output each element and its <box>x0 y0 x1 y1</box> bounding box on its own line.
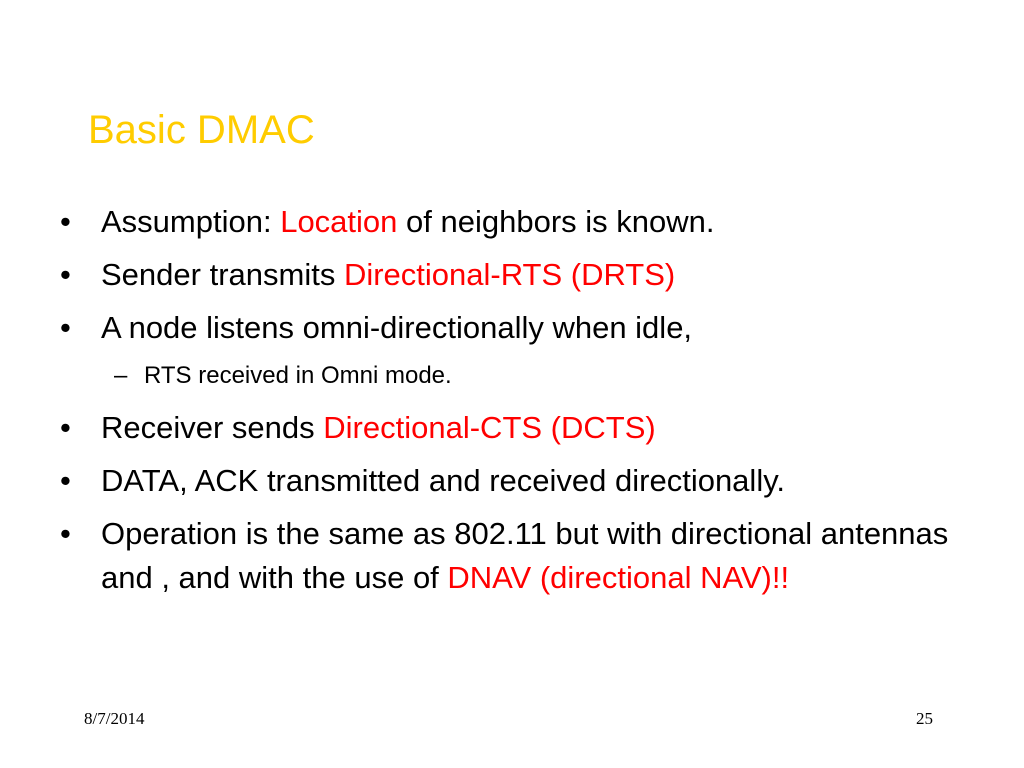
bullet-text: A node listens omni-directionally when idle, <box>101 310 693 345</box>
bullet-dot: • <box>60 204 71 239</box>
bullet-dot: • <box>60 463 71 498</box>
slide-title: Basic DMAC <box>88 108 315 152</box>
highlight-text: Directional-RTS (DRTS) <box>343 257 676 292</box>
bullet-text: Operation is the same as 802.11 but with directional antennas and , and with the use of DNAV (directional NAV)!! <box>101 516 949 595</box>
sub-bullet-dash: – <box>114 362 128 389</box>
highlight-text: DNAV (directional NAV)!! <box>447 560 790 595</box>
bullet-dot: • <box>60 516 71 551</box>
bullet-dot: • <box>60 410 71 445</box>
highlight-text: Location <box>280 204 398 239</box>
bullet-text: DATA, ACK transmitted and received directionally. <box>101 463 786 498</box>
bullet-dot: • <box>60 310 71 345</box>
highlight-text: Directional-CTS (DCTS) <box>323 410 656 445</box>
bullet-text: Receiver sends Directional-CTS (DCTS) <box>101 410 656 445</box>
bullet-dot: • <box>60 257 71 292</box>
sub-bullet-item-rts <box>114 360 452 392</box>
bullet-text: Assumption: Location of neighbors is known. <box>101 204 715 239</box>
footer-page-number: 25 <box>916 709 933 728</box>
sub-bullet-text: RTS received in Omni mode. <box>144 362 452 389</box>
bullet-text: Sender transmits Directional-RTS (DRTS) <box>101 257 676 292</box>
footer-date: 8/7/2014 <box>84 709 145 728</box>
